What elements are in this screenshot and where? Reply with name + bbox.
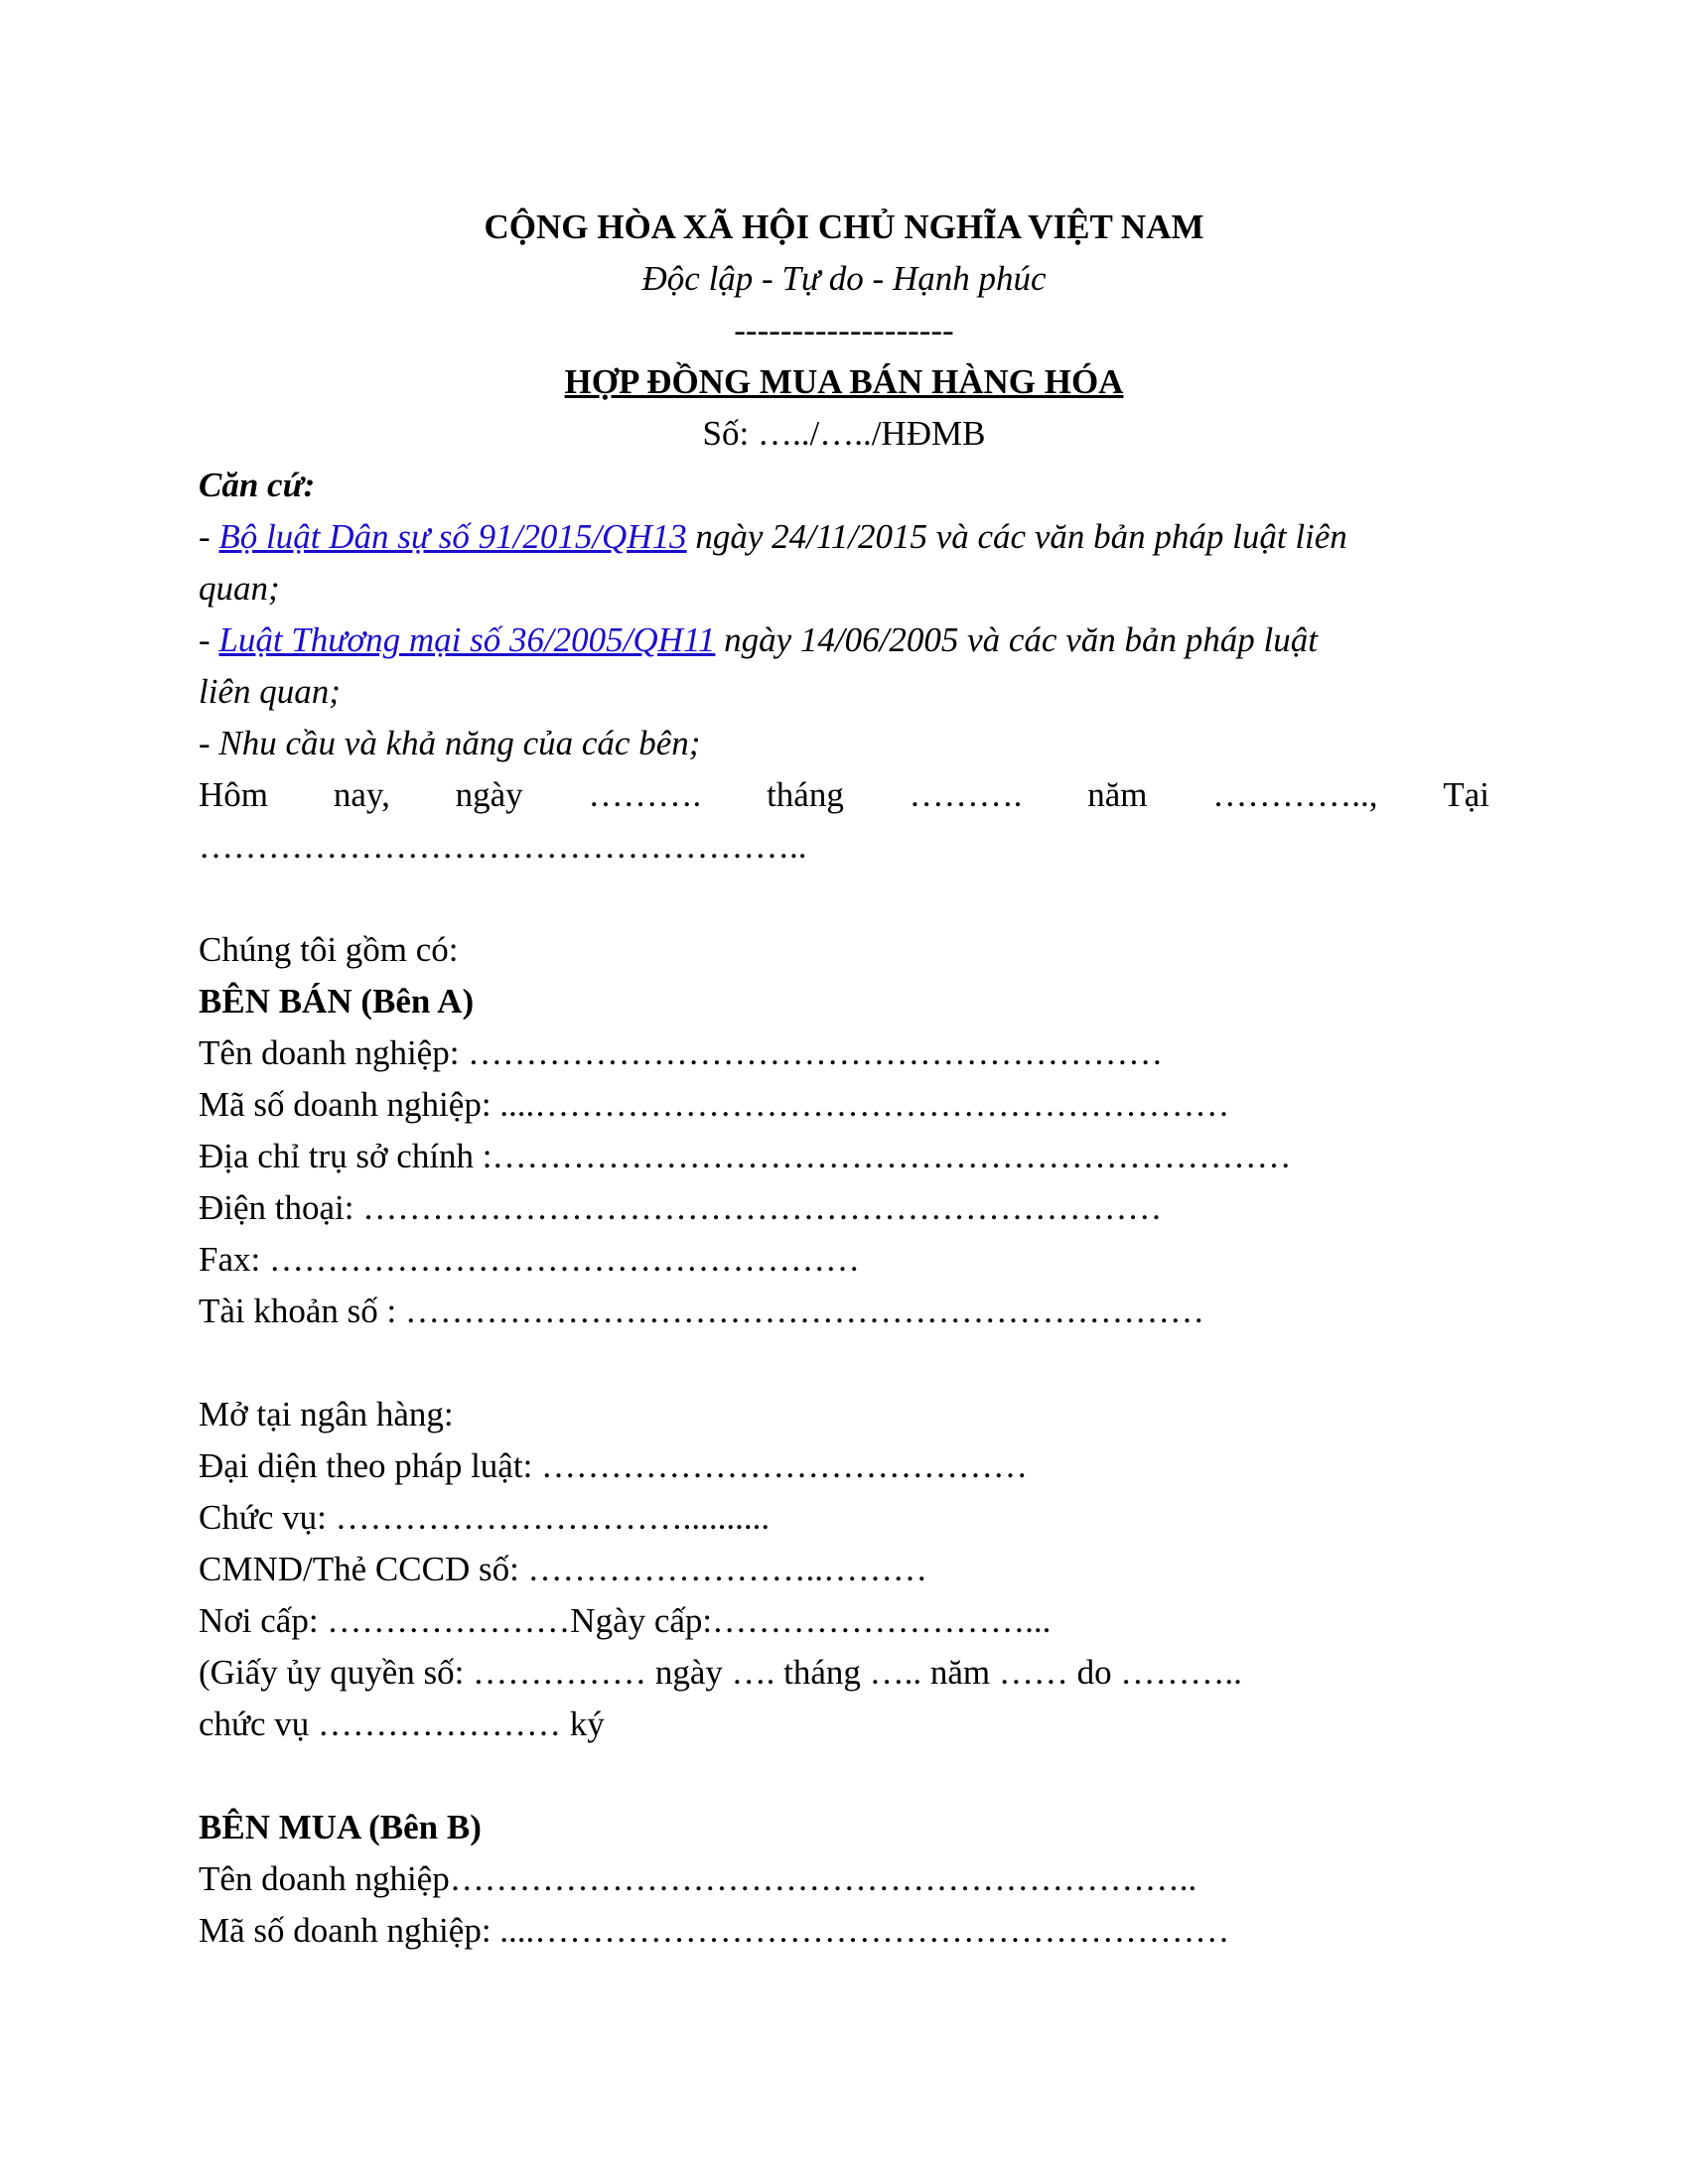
basis-item-civil-code bbox=[199, 511, 1347, 563]
nation-heading: CỘNG HÒA XÃ HỘI CHỦ NGHĨA VIỆT NAM bbox=[484, 207, 1204, 246]
basis-item-rest: ngày 14/06/2005 và các văn bản pháp luật bbox=[715, 620, 1318, 659]
seller-tax-code: Mã số doanh nghiệp: ....…………………………………………………… bbox=[199, 1085, 1230, 1124]
date-word: năm bbox=[1087, 775, 1148, 814]
seller-id-card: CMND/Thẻ CCCD số: ……………………..……… bbox=[199, 1550, 928, 1588]
separator: ------------------- bbox=[734, 311, 954, 349]
commercial-law-link[interactable]: Luật Thương mại số 36/2005/QH11 bbox=[218, 620, 716, 659]
seller-representative: Đại diện theo pháp luật: …………………………………… bbox=[199, 1446, 1029, 1485]
seller-issue-info: Nơi cấp: …………………Ngày cấp:………………………... bbox=[199, 1601, 1052, 1640]
seller-address: Địa chỉ trụ sở chính :…………………………………………………………… bbox=[199, 1137, 1292, 1175]
date-word: ngày bbox=[455, 775, 523, 814]
buyer-heading: BÊN MUA (Bên B) bbox=[199, 1808, 482, 1846]
date-word: Hôm bbox=[199, 775, 268, 814]
seller-bank: Mở tại ngân hàng: bbox=[199, 1395, 454, 1433]
seller-authorization: (Giấy ủy quyền số: …………… ngày …. tháng ….. năm …… do ……….. bbox=[199, 1653, 1242, 1692]
date-word: ………. bbox=[909, 775, 1023, 814]
seller-fax: Fax: …………………………………………… bbox=[199, 1240, 860, 1279]
date-word: ………….., bbox=[1212, 775, 1378, 814]
seller-company-name: Tên doanh nghiệp: …………………………………………………… bbox=[199, 1033, 1164, 1072]
contract-number: Số: …../…../HĐMB bbox=[702, 414, 986, 453]
seller-authorization-cont: chức vụ ………………… ký bbox=[199, 1705, 605, 1743]
seller-position: Chức vụ: ………………………….......... bbox=[199, 1498, 771, 1537]
basis-heading: Căn cứ: bbox=[199, 466, 316, 504]
date-word: ………. bbox=[588, 775, 702, 814]
seller-account: Tài khoản số : …………………………………………………………… bbox=[199, 1292, 1205, 1330]
basis-item-commercial-law bbox=[199, 614, 1318, 666]
contract-title-text: HỢP ĐỒNG MUA BÁN HÀNG HÓA bbox=[564, 362, 1124, 401]
date-word: Tại bbox=[1443, 775, 1489, 814]
place-dots: …………………………………………….. bbox=[199, 827, 807, 866]
civil-code-link[interactable]: Bộ luật Dân sự số 91/2015/QH13 bbox=[218, 517, 687, 556]
basis-item-rest: ngày 24/11/2015 và các văn bản pháp luật liên bbox=[686, 517, 1347, 556]
contract-title bbox=[0, 356, 1688, 408]
basis-item-commercial-law-cont: liên quan; bbox=[199, 672, 341, 711]
basis-item-civil-code-cont: quan; bbox=[199, 569, 280, 608]
date-place-line bbox=[199, 769, 1489, 821]
seller-heading: BÊN BÁN (Bên A) bbox=[199, 982, 475, 1021]
date-word: tháng bbox=[767, 775, 844, 814]
basis-item-prefix: - bbox=[199, 517, 219, 556]
parties-intro: Chúng tôi gồm có: bbox=[199, 930, 459, 969]
basis-item-needs: - Nhu cầu và khả năng của các bên; bbox=[199, 724, 701, 762]
basis-item-prefix: - bbox=[199, 620, 219, 659]
seller-phone: Điện thoại: …………………………………………………………… bbox=[199, 1188, 1163, 1227]
date-word: nay, bbox=[333, 775, 390, 814]
motto: Độc lập - Tự do - Hạnh phúc bbox=[641, 259, 1047, 298]
buyer-company-name: Tên doanh nghiệp……………………………………………………….. bbox=[199, 1859, 1197, 1898]
buyer-tax-code: Mã số doanh nghiệp: ....…………………………………………………… bbox=[199, 1911, 1230, 1950]
